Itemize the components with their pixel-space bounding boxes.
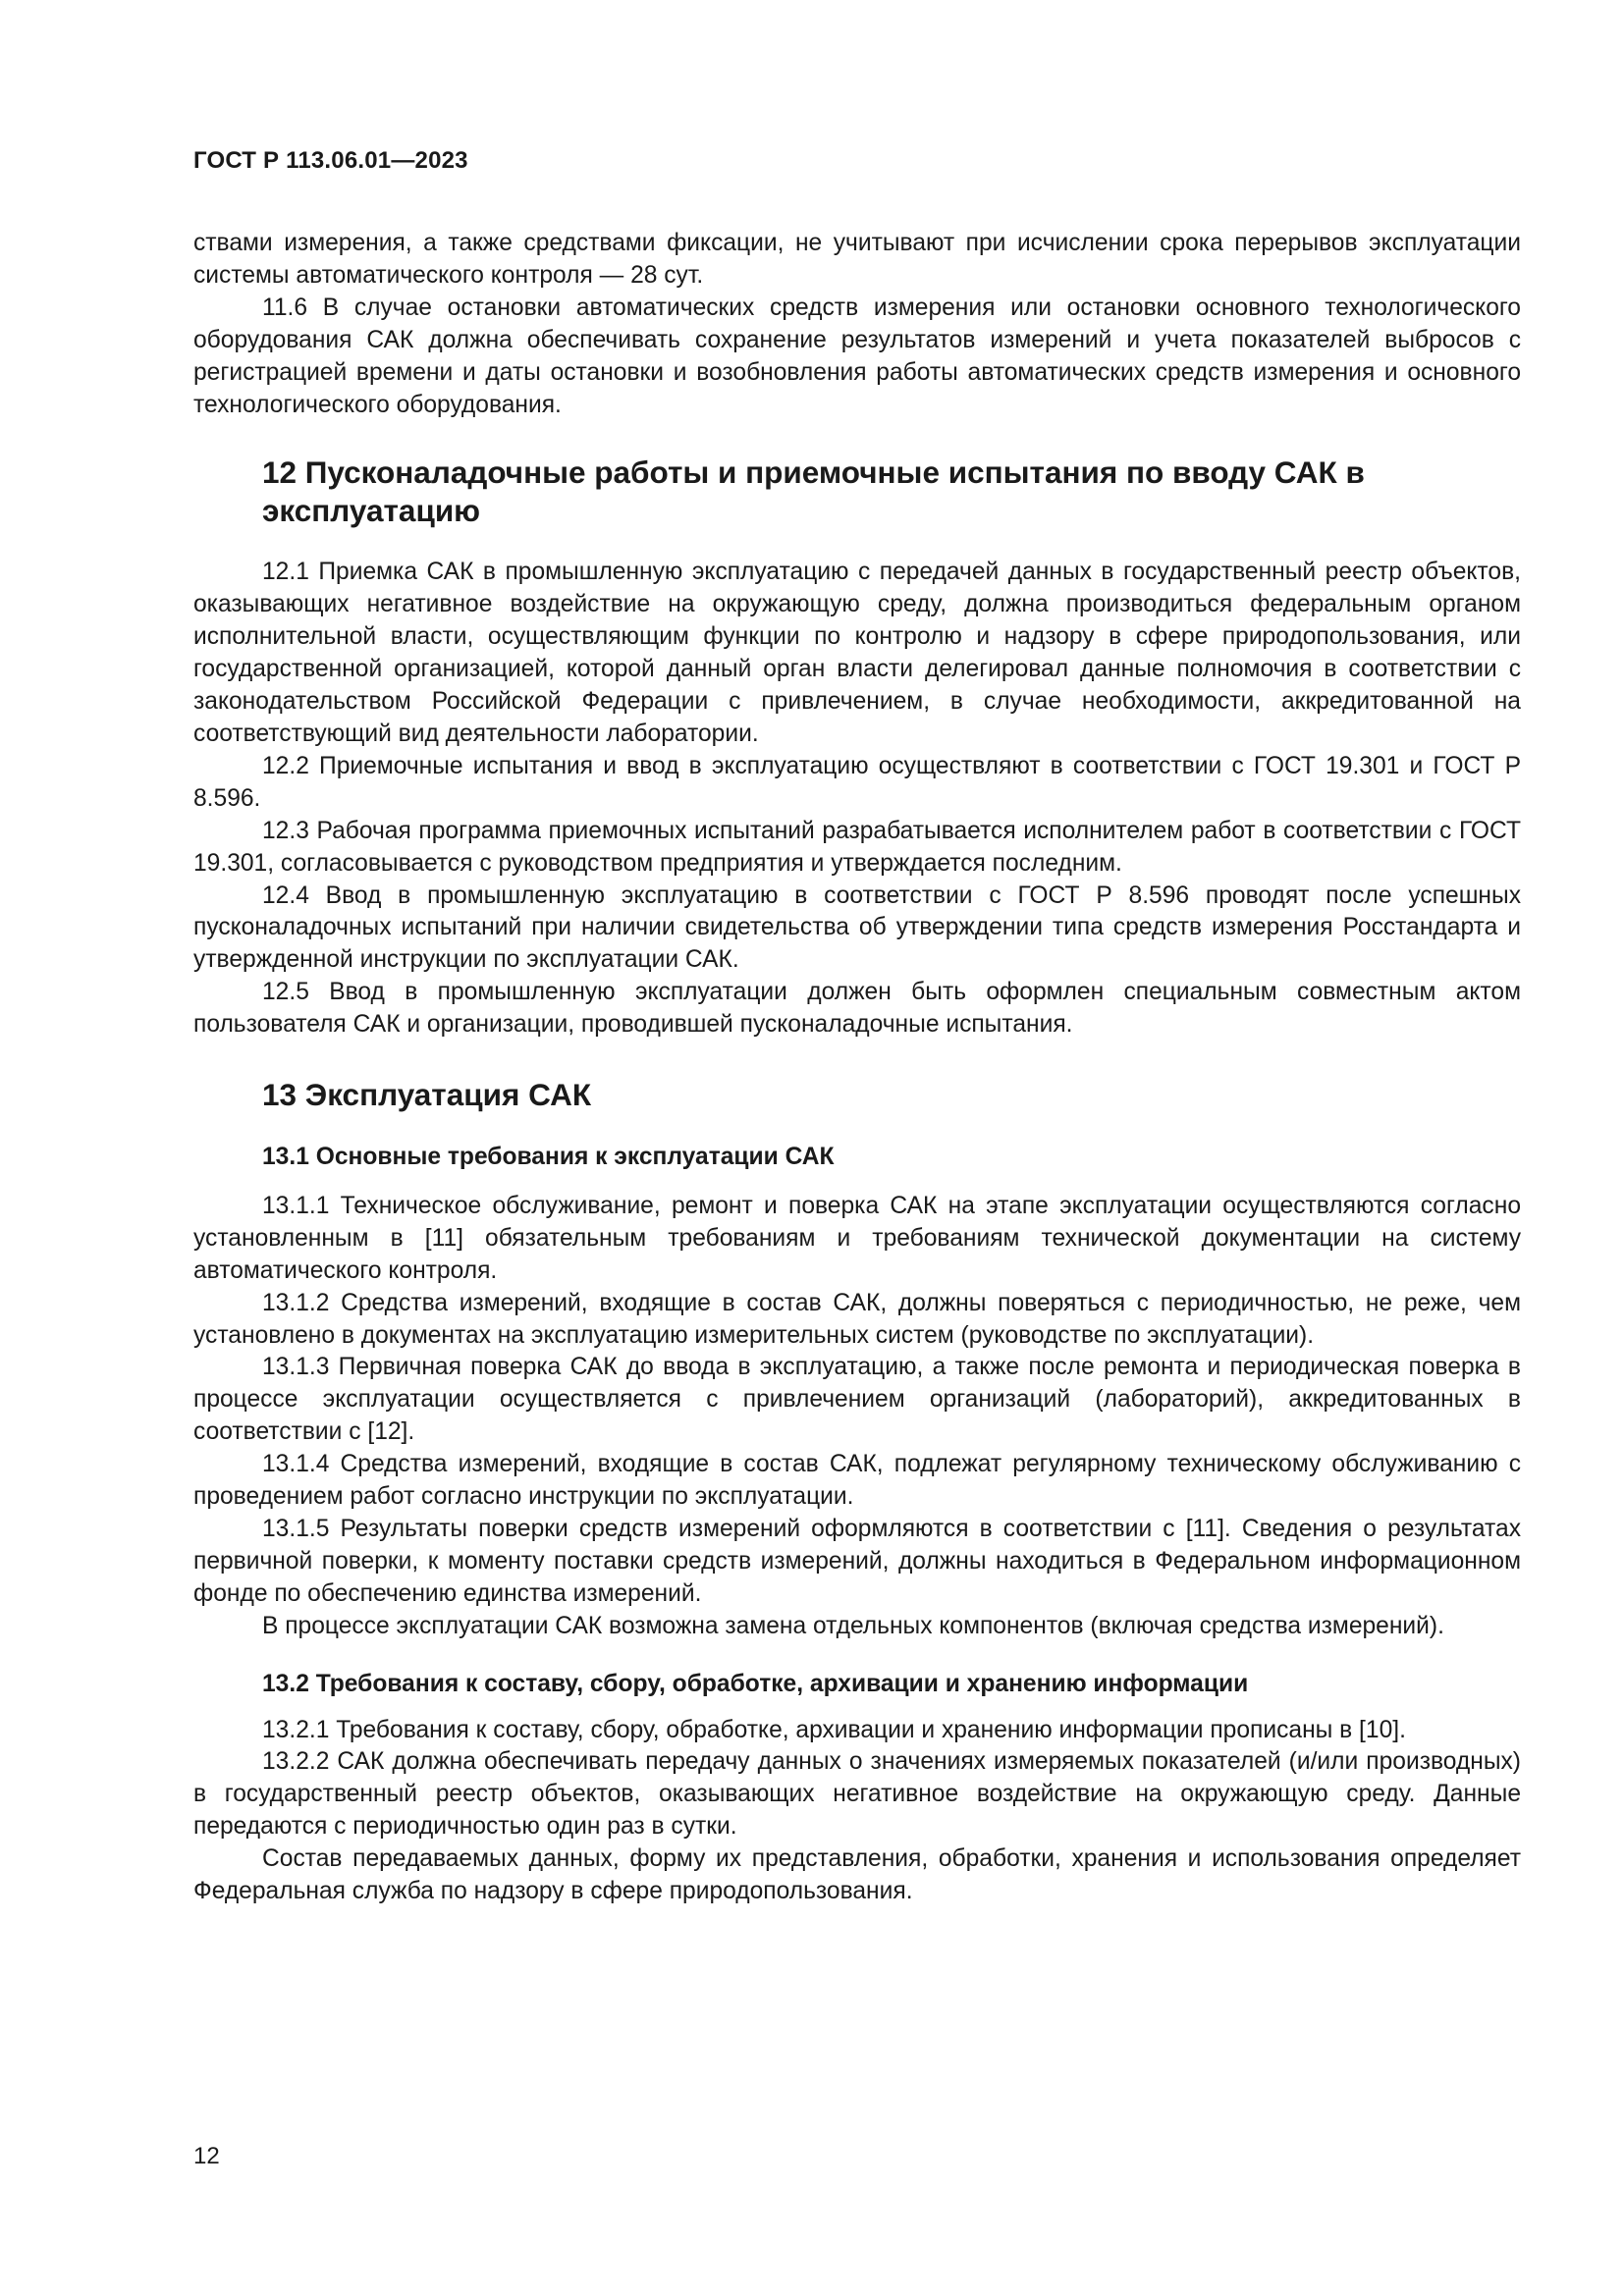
page-content	[193, 228, 1521, 1908]
paragraph-11-6: 11.6 В случае остановки автоматических средств измерения или остановки основного технологического оборудования САК должна обеспечивать сохранение результатов измерений и учета показателей выбросов с регистрацией времени и даты остановки и возобновления работы автоматических средств измерения и основного технологического оборудования.	[193, 294, 1521, 418]
paragraph-13-1-3: 13.1.3 Первичная поверка САК до ввода в эксплуатацию, а также после ремонта и периодическая поверка в процессе эксплуатации осуществляется с привлечением организаций (лабораторий), аккредитованных в соответствии с [12].	[193, 1354, 1521, 1446]
paragraph-12-2: 12.2 Приемочные испытания и ввод в эксплуатацию осуществляют в соответствии с ГОСТ 19.301 и ГОСТ Р 8.596.	[193, 752, 1521, 812]
section-12-heading: 12 Пусконаладочные работы и приемочные испытания по вводу САК в эксплуатацию	[262, 454, 1365, 529]
paragraph-13-2-1: 13.2.1 Требования к составу, сбору, обработке, архивации и хранению информации прописаны в [10].	[262, 1716, 1406, 1743]
continuation-paragraph: ствами измерения, а также средствами фиксации, не учитывают при исчислении срока перерывов эксплуатации системы автоматического контроля — 28 сут.	[193, 230, 1521, 289]
paragraph-13-2-note: Состав передаваемых данных, форму их представления, обработки, хранения и использования определяет Федеральная служба по надзору в сфере природопользования.	[193, 1845, 1521, 1905]
paragraph-12-4: 12.4 Ввод в промышленную эксплуатацию в соответствии с ГОСТ Р 8.596 проводят после успешных пусконаладочных испытаний при наличии свидетельства об утверждении типа средств измерения Росстандарта и утвержденной инструкции по эксплуатации САК.	[193, 881, 1521, 974]
document-code-header: ГОСТ Р 113.06.01—2023	[193, 147, 468, 174]
paragraph-13-1-1: 13.1.1 Техническое обслуживание, ремонт и поверка САК на этапе эксплуатации осуществляются согласно установленным в [11] обязательным требованиям и требованиям технической документации на систему автоматического контроля.	[193, 1192, 1521, 1284]
subsection-13-1-heading: 13.1 Основные требования к эксплуатации САК	[262, 1144, 835, 1171]
section-13-heading: 13 Эксплуатация САК	[262, 1077, 592, 1113]
paragraph-13-1-5: 13.1.5 Результаты поверки средств измерений оформляются в соответствии с [11]. Сведения о результатах первичной поверки, к моменту поставки средств измерений, должны находиться в Федеральном информационном фонде по обеспечению единства измерений.	[193, 1516, 1521, 1607]
paragraph-12-5: 12.5 Ввод в промышленную эксплуатации должен быть оформлен специальным совместным актом пользователя САК и организации, проводившей пусконаладочные испытания.	[193, 979, 1521, 1039]
paragraph-13-1-4: 13.1.4 Средства измерений, входящие в состав САК, подлежат регулярному техническому обслуживанию с проведением работ согласно инструкции по эксплуатации.	[193, 1451, 1521, 1511]
subsection-13-2-heading: 13.2 Требования к составу, сбору, обработке, архивации и хранению информации	[262, 1670, 1249, 1697]
paragraph-13-1-note: В процессе эксплуатации САК возможна замена отдельных компонентов (включая средства измерений).	[262, 1612, 1444, 1639]
paragraph-12-3: 12.3 Рабочая программа приемочных испытаний разрабатывается исполнителем работ в соответствии с ГОСТ 19.301, согласовывается с руководством предприятия и утверждается последним.	[193, 817, 1521, 877]
paragraph-12-1: 12.1 Приемка САК в промышленную эксплуатацию с передачей данных в государственный реестр объектов, оказывающих негативное воздействие на окружающую среду, должна производиться федеральным органом исполнительной власти, осуществляющим функции по контролю и надзору в сфере природопользования, или государственной организацией, которой данный орган власти делегировал данные полномочия в соответствии с законодательством Российской Федерации с привлечением, в случае необходимости, аккредитованной на соответствующий вид деятельности лаборатории.	[193, 559, 1521, 747]
paragraph-13-2-2: 13.2.2 САК должна обеспечивать передачу данных о значениях измеряемых показателей (и/или производных) в государственный реестр объектов, оказывающих негативное воздействие на окружающую среду. Данные передаются с периодичностью один раз в сутки.	[193, 1748, 1521, 1841]
page-number: 12	[193, 2143, 220, 2169]
paragraph-13-1-2: 13.1.2 Средства измерений, входящие в состав САК, должны поверяться с периодичностью, не реже, чем установлено в документах на эксплуатацию измерительных систем (руководстве по эксплуатации).	[193, 1289, 1521, 1349]
